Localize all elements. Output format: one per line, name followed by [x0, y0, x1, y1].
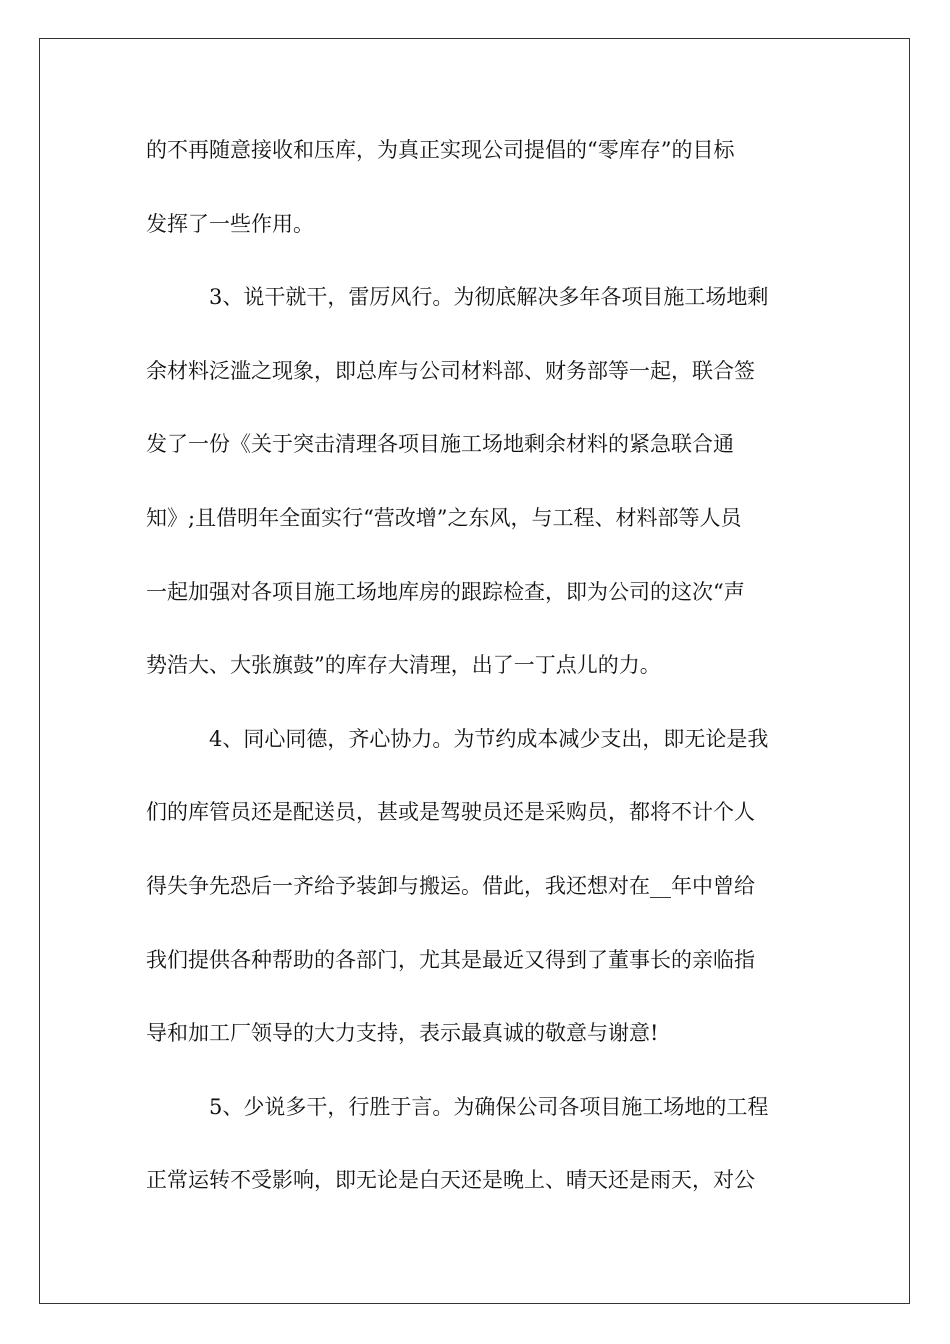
text-line: 发了一份《关于突击清理各项目施工场地剩余材料的紧急联合通	[146, 432, 734, 457]
paragraph-3-start: 3、说干就干，雷厉风行。为彻底解决多年各项目施工场地剩	[209, 285, 769, 310]
text-line: 发挥了一些作用。	[146, 211, 314, 236]
text-line: 得失争先恐后一齐给予装卸与搬运。借此，我还想对在__年中曾给	[146, 873, 755, 898]
text-line: 们的库管员还是配送员，甚或是驾驶员还是采购员，都将不计个人	[146, 800, 755, 825]
text-line: 势浩大、大张旗鼓”的库存大清理，出了一丁点儿的力。	[146, 653, 661, 678]
text-line: 的不再随意接收和压库，为真正实现公司提倡的“零库存”的目标	[146, 138, 735, 162]
text-line: 导和加工厂领导的大力支持，表示最真诚的敬意与谢意!	[146, 1021, 659, 1046]
text-line: 正常运转不受影响，即无论是白天还是晚上、晴天还是雨天，对公	[146, 1168, 755, 1193]
text-line: 余材料泛滥之现象，即总库与公司材料部、财务部等一起，联合签	[146, 358, 755, 383]
text-line: 我们提供各种帮助的各部门，尤其是最近又得到了董事长的亲临指	[146, 947, 755, 972]
paragraph-5-start: 5、少说多干，行胜于言。为确保公司各项目施工场地的工程	[209, 1094, 769, 1119]
document-body	[146, 126, 806, 1230]
text-line: 一起加强对各项目施工场地库房的跟踪检查，即为公司的这次“声	[146, 579, 745, 604]
paragraph-4-start: 4、同心同德，齐心协力。为节约成本减少支出，即无论是我	[209, 726, 769, 751]
text-line: 知》;且借明年全面实行“营改增”之东风，与工程、材料部等人员	[146, 505, 742, 530]
